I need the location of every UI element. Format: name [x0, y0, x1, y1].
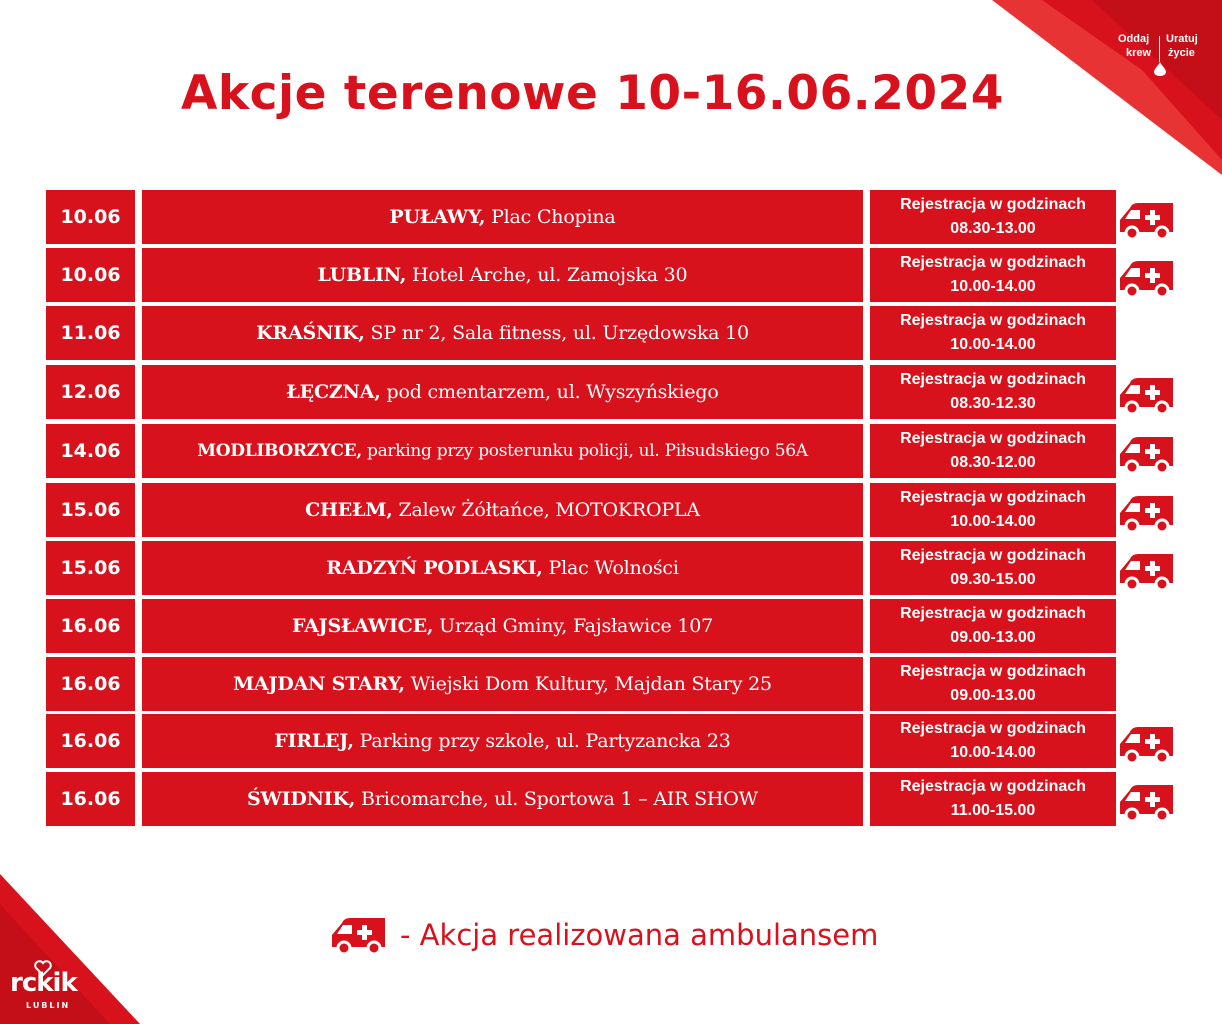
page-title: Akcje terenowe 10-16.06.2024 — [181, 66, 1004, 121]
registration-label: Rejestracja w godzinach — [900, 720, 1086, 737]
city-name: RADZYŃ PODLASKI, — [326, 557, 543, 579]
location-details: Wiejski Dom Kultury, Majdan Stary 25 — [410, 673, 772, 695]
date-cell — [46, 483, 135, 537]
ambulance-icon — [1118, 375, 1176, 419]
registration-label: Rejestracja w godzinach — [900, 547, 1086, 564]
date-text: 10.06 — [60, 264, 121, 286]
schedule-row — [0, 248, 1222, 302]
brand-divider — [1159, 36, 1160, 62]
brand-text: Oddaj — [1118, 33, 1150, 45]
date-cell — [46, 714, 135, 768]
date-text: 15.06 — [60, 557, 121, 579]
date-cell — [46, 657, 135, 711]
registration-hours: 11.00-15.00 — [950, 802, 1036, 819]
date-text: 16.06 — [60, 730, 121, 752]
location-cell — [142, 248, 863, 302]
registration-cell — [870, 772, 1116, 826]
location-details: parking przy posterunku policji, ul. Piłsudskiego 56A — [367, 441, 808, 461]
location-details: Urząd Gminy, Fajsławice 107 — [439, 615, 714, 637]
registration-hours: 09.00-13.00 — [950, 687, 1036, 704]
location-details: Bricomarche, ul. Sportowa 1 – AIR SHOW — [361, 788, 759, 810]
registration-cell — [870, 248, 1116, 302]
location-details: pod cmentarzem, ul. Wyszyńskiego — [386, 381, 719, 403]
location-cell — [142, 365, 863, 419]
date-text: 16.06 — [60, 788, 121, 810]
registration-cell — [870, 306, 1116, 360]
ambulance-icon — [1118, 200, 1176, 244]
location-details: Plac Wolności — [548, 557, 679, 579]
date-text: 16.06 — [60, 615, 121, 637]
date-cell — [46, 424, 135, 478]
ambulance-icon — [330, 915, 388, 955]
schedule-row — [0, 599, 1222, 653]
date-cell — [46, 248, 135, 302]
location-details: Hotel Arche, ul. Zamojska 30 — [411, 264, 688, 286]
location-cell — [142, 424, 863, 478]
location-details: Plac Chopina — [491, 206, 616, 228]
location-cell — [142, 190, 863, 244]
ambulance-icon — [1118, 551, 1176, 595]
registration-cell — [870, 190, 1116, 244]
date-text: 10.06 — [60, 206, 121, 228]
registration-label: Rejestracja w godzinach — [900, 312, 1086, 329]
date-cell — [46, 541, 135, 595]
schedule-row — [0, 190, 1222, 244]
schedule-row — [0, 541, 1222, 595]
registration-label: Rejestracja w godzinach — [900, 778, 1086, 795]
schedule-row — [0, 657, 1222, 711]
registration-cell — [870, 657, 1116, 711]
schedule-row — [0, 365, 1222, 419]
registration-cell — [870, 714, 1116, 768]
date-cell — [46, 190, 135, 244]
registration-cell — [870, 483, 1116, 537]
schedule-row — [0, 772, 1222, 826]
logo-subtitle: LUBLIN — [26, 1001, 71, 1010]
ambulance-icon — [1118, 782, 1176, 826]
city-name: ŁĘCZNA, — [286, 381, 381, 403]
registration-label: Rejestracja w godzinach — [900, 430, 1086, 447]
schedule-row — [0, 306, 1222, 360]
date-text: 14.06 — [60, 440, 121, 462]
registration-hours: 10.00-14.00 — [950, 278, 1036, 295]
legend — [330, 914, 878, 956]
city-name: MAJDAN STARY, — [233, 673, 405, 695]
city-name: MODLIBORZYCE, — [197, 441, 362, 461]
heart-icon — [34, 960, 52, 976]
date-cell — [46, 306, 135, 360]
date-cell — [46, 772, 135, 826]
location-cell — [142, 599, 863, 653]
registration-label: Rejestracja w godzinach — [900, 605, 1086, 622]
ambulance-icon — [1118, 724, 1176, 768]
schedule-row — [0, 483, 1222, 537]
location-cell — [142, 306, 863, 360]
date-cell — [46, 599, 135, 653]
registration-cell — [870, 365, 1116, 419]
location-cell — [142, 483, 863, 537]
legend-text: - Akcja realizowana ambulansem — [400, 918, 879, 952]
registration-hours: 08.30-13.00 — [950, 220, 1036, 237]
location-cell — [142, 541, 863, 595]
registration-hours: 10.00-14.00 — [950, 513, 1036, 530]
city-name: LUBLIN, — [317, 264, 407, 286]
registration-label: Rejestracja w godzinach — [900, 663, 1086, 680]
registration-hours: 08.30-12.30 — [950, 395, 1036, 412]
city-name: CHEŁM, — [305, 499, 393, 521]
registration-hours: 08.30-12.00 — [950, 454, 1036, 471]
date-cell — [46, 365, 135, 419]
registration-cell — [870, 599, 1116, 653]
location-details: Zalew Żółtańce, MOTOKROPLA — [398, 499, 700, 521]
date-text: 12.06 — [60, 381, 121, 403]
brand-text: Uratuj — [1166, 33, 1198, 45]
registration-hours: 10.00-14.00 — [950, 336, 1036, 353]
registration-label: Rejestracja w godzinach — [900, 254, 1086, 271]
registration-label: Rejestracja w godzinach — [900, 196, 1086, 213]
location-details: SP nr 2, Sala fitness, ul. Urzędowska 10 — [370, 322, 749, 344]
logo-wordmark: rckik — [10, 968, 77, 998]
city-name: KRAŚNIK, — [256, 322, 365, 344]
ambulance-icon — [1118, 434, 1176, 478]
registration-cell — [870, 424, 1116, 478]
schedule-row — [0, 714, 1222, 768]
brand-text: życie — [1168, 47, 1195, 59]
location-cell — [142, 657, 863, 711]
registration-cell — [870, 541, 1116, 595]
location-details: Parking przy szkole, ul. Partyzancka 23 — [359, 730, 731, 752]
ambulance-icon — [1118, 258, 1176, 302]
ambulance-icon — [1118, 493, 1176, 537]
registration-hours: 09.00-13.00 — [950, 629, 1036, 646]
date-text: 15.06 — [60, 499, 121, 521]
registration-hours: 10.00-14.00 — [950, 744, 1036, 761]
registration-label: Rejestracja w godzinach — [900, 371, 1086, 388]
schedule-row — [0, 424, 1222, 478]
city-name: PUŁAWY, — [389, 206, 486, 228]
location-cell — [142, 772, 863, 826]
date-text: 16.06 — [60, 673, 121, 695]
registration-hours: 09.30-15.00 — [950, 571, 1036, 588]
registration-label: Rejestracja w godzinach — [900, 489, 1086, 506]
city-name: FIRLEJ, — [274, 730, 354, 752]
location-cell — [142, 714, 863, 768]
city-name: ŚWIDNIK, — [246, 788, 356, 810]
date-text: 11.06 — [60, 322, 121, 344]
rckik-logo — [10, 962, 80, 1018]
brand-text: krew — [1126, 47, 1152, 59]
city-name: FAJSŁAWICE, — [291, 615, 434, 637]
